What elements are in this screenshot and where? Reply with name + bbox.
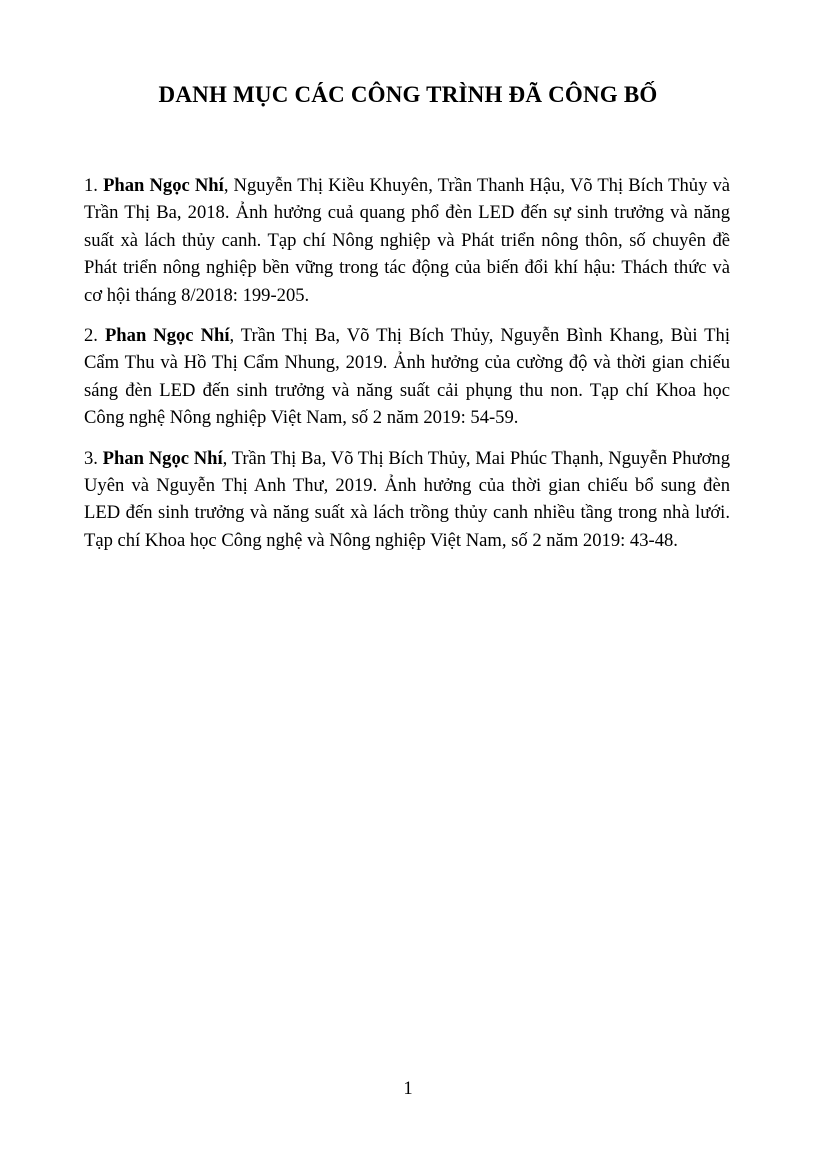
publication-list bbox=[84, 172, 730, 567]
publication-author-highlight: Phan Ngọc Nhí bbox=[102, 447, 223, 469]
page-title: DANH MỤC CÁC CÔNG TRÌNH ĐÃ CÔNG BỐ bbox=[158, 82, 658, 107]
publication-item-3 bbox=[84, 445, 730, 555]
publication-author-highlight: Phan Ngọc Nhí bbox=[103, 175, 224, 196]
publication-number: 3. bbox=[84, 447, 98, 469]
publication-item-1 bbox=[84, 172, 730, 309]
publication-number: 1. bbox=[84, 175, 98, 196]
page-number: 1 bbox=[403, 1078, 413, 1099]
publication-details: , Trần Thị Ba, Võ Thị Bích Thủy, Nguyễn Bình Khang, Bùi Thị Cẩm Thu và Hồ Thị Cẩm Nhung, 2019. Ảnh hưởng của cường độ và thời gian chiếu sáng đèn LED đến sinh trưởng và năng suất cải phụng thu non. Tạp chí Khoa học Công nghệ Nông nghiệp Việt Nam, số 2 năm 2019: 54-59. bbox=[84, 325, 730, 429]
publication-details: , Trần Thị Ba, Võ Thị Bích Thủy, Mai Phúc Thạnh, Nguyễn Phương Uyên và Nguyễn Thị Anh Thư, 2019. Ảnh hưởng của thời gian chiếu bổ sung đèn LED đến sinh trưởng và năng suất xà lách trồng thủy canh nhiều tầng trong nhà lưới. Tạp chí Khoa học Công nghệ và Nông nghiệp Việt Nam, số 2 năm 2019: 43-48. bbox=[84, 447, 730, 551]
publication-number: 2. bbox=[84, 325, 98, 347]
publication-author-highlight: Phan Ngọc Nhí bbox=[104, 325, 230, 347]
publication-details: , Nguyễn Thị Kiều Khuyên, Trần Thanh Hậu, Võ Thị Bích Thủy và Trần Thị Ba, 2018. Ảnh hưởng cuả quang phổ đèn LED đến sự sinh trưởng và năng suất xà lách thủy canh. Tạp chí Nông nghiệp và Phát triển nông thôn, số chuyên đề Phát triển nông nghiệp bền vững trong tác động của biến đổi khí hậu: Thách thức và cơ hội tháng 8/2018: 199-205. bbox=[84, 175, 731, 306]
publication-item-2 bbox=[84, 322, 730, 432]
